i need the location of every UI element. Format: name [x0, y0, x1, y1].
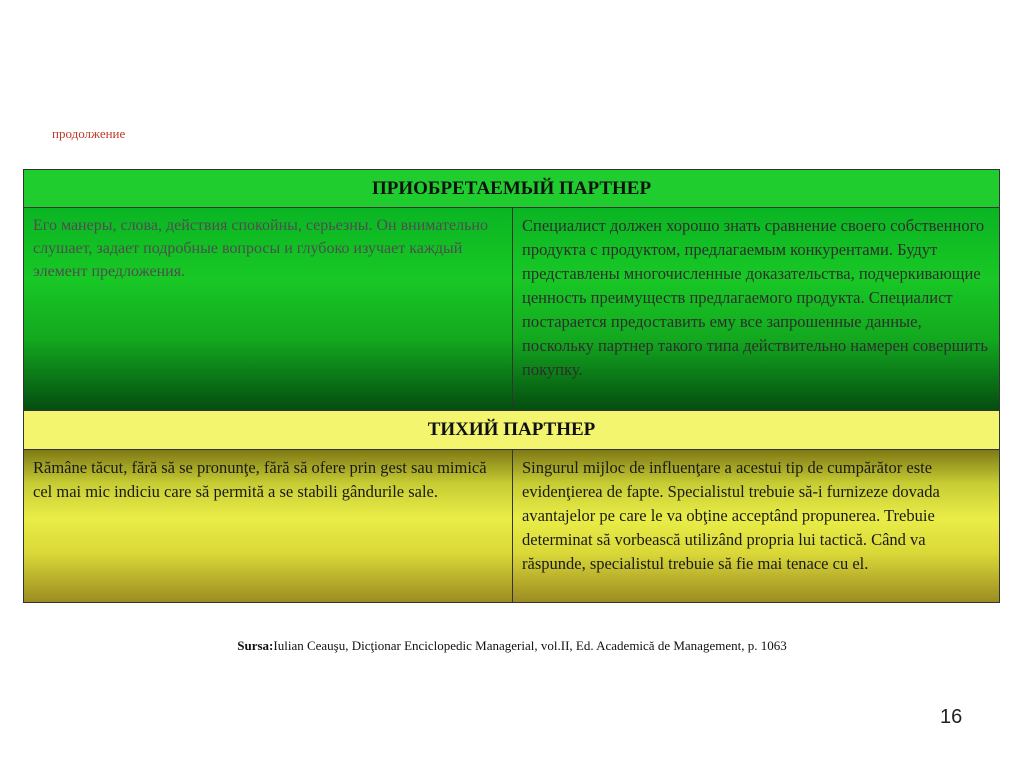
section-header-quiet-partner: ТИХИЙ ПАРТНЕР: [24, 410, 999, 450]
section-header-acquiring-partner: ПРИОБРЕТАЕМЫЙ ПАРТНЕР: [24, 170, 999, 208]
strategy-cell: Singurul mijloc de influenţare a acestui tip de cumpărător este evidenţierea de fapte. Specialistul trebuie să-i furnizeze dovada avantajelor pe care le va obţine acceptând propunerea. Trebuie determinat să vorbească utilizând propria lui tactică. Când va răspunde, specialistul trebuie să fie mai tenace cu el.: [522, 458, 940, 573]
source-text: Iulian Ceauşu, Dicţionar Enciclopedic Managerial, vol.II, Ed. Academică de Management, p. 1063: [273, 638, 787, 653]
page-number: 16: [940, 706, 963, 728]
source-citation: [0, 638, 1024, 654]
table-row: [24, 208, 999, 410]
strategy-cell: Специалист должен хорошо знать сравнение своего собственного продукта с продуктом, предлагаемым конкурентами. Будут представлены многочисленные доказательства, подчеркивающие ценность преимуществ предлагаемого продукта. Специалист постарается предоставить ему все запрошенные данные, поскольку партнер такого типа действительно намерен совершить покупку.: [522, 216, 988, 379]
table-row: [24, 450, 999, 602]
partner-types-table: [23, 169, 1000, 603]
behavior-cell: Его манеры, слова, действия спокойны, серьезны. Он внимательно слушает, задает подробные вопросы и глубоко изучает каждый элемент предложения.: [24, 208, 513, 410]
behavior-cell: Rămâne tăcut, fără să se pronunţe, fără să ofere prin gest sau mimică cel mai mic indiciu care să permită a se stabili gândurile sale.: [24, 450, 513, 602]
source-label: Sursa:: [237, 638, 274, 653]
slide-subtitle: продолжение: [52, 126, 126, 141]
